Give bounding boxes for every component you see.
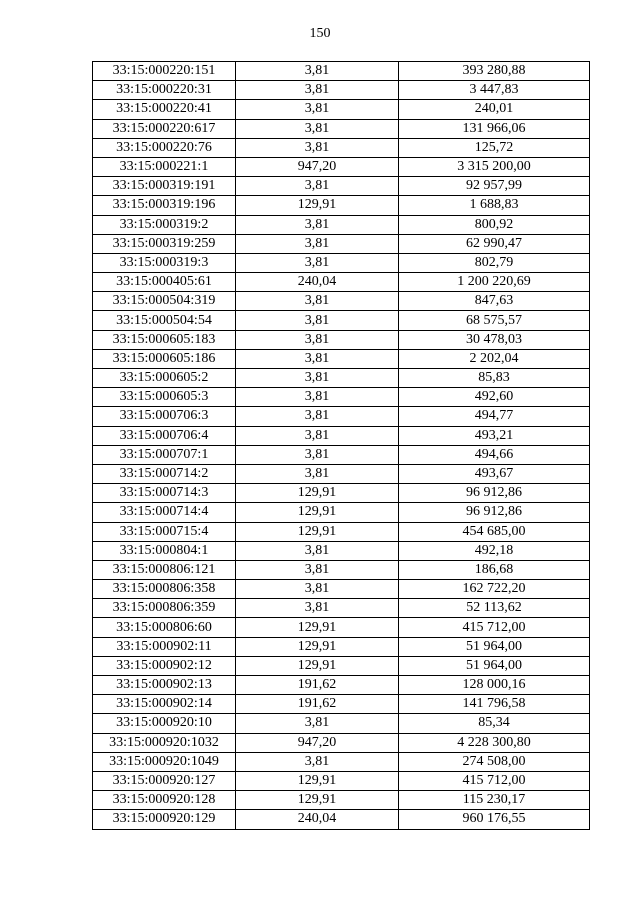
table-row xyxy=(93,464,590,483)
cadastral-number-cell: 33:15:000319:196 xyxy=(93,196,236,215)
cadastral-number-cell: 33:15:000920:129 xyxy=(93,810,236,829)
cadastral-number-cell: 33:15:000220:617 xyxy=(93,119,236,138)
cadastral-number-cell: 33:15:000806:121 xyxy=(93,560,236,579)
cadastral-number-cell: 33:15:000714:3 xyxy=(93,484,236,503)
table-row xyxy=(93,522,590,541)
cadastral-number-cell: 33:15:000920:10 xyxy=(93,714,236,733)
table-row xyxy=(93,311,590,330)
rate-cell: 3,81 xyxy=(236,599,399,618)
rate-cell: 3,81 xyxy=(236,234,399,253)
table-row xyxy=(93,234,590,253)
value-cell: 492,18 xyxy=(399,541,590,560)
cadastral-number-cell: 33:15:000605:183 xyxy=(93,330,236,349)
rate-cell: 947,20 xyxy=(236,157,399,176)
rate-cell: 3,81 xyxy=(236,349,399,368)
value-cell: 3 447,83 xyxy=(399,81,590,100)
cadastral-number-cell: 33:15:000715:4 xyxy=(93,522,236,541)
cadastral-number-cell: 33:15:000707:1 xyxy=(93,445,236,464)
rate-cell: 3,81 xyxy=(236,311,399,330)
rate-cell: 3,81 xyxy=(236,119,399,138)
rate-cell: 129,91 xyxy=(236,771,399,790)
table-row xyxy=(93,484,590,503)
rate-cell: 947,20 xyxy=(236,733,399,752)
rate-cell: 3,81 xyxy=(236,330,399,349)
value-cell: 802,79 xyxy=(399,253,590,272)
value-cell: 415 712,00 xyxy=(399,771,590,790)
rate-cell: 129,91 xyxy=(236,791,399,810)
table-row xyxy=(93,560,590,579)
table-row xyxy=(93,676,590,695)
table-row xyxy=(93,618,590,637)
value-cell: 85,83 xyxy=(399,369,590,388)
value-cell: 92 957,99 xyxy=(399,177,590,196)
value-cell: 128 000,16 xyxy=(399,676,590,695)
table-row xyxy=(93,580,590,599)
table-row xyxy=(93,599,590,618)
value-cell: 493,67 xyxy=(399,464,590,483)
rate-cell: 129,91 xyxy=(236,618,399,637)
cadastral-number-cell: 33:15:000902:11 xyxy=(93,637,236,656)
table-row xyxy=(93,752,590,771)
rate-cell: 3,81 xyxy=(236,100,399,119)
value-cell: 415 712,00 xyxy=(399,618,590,637)
cadastral-number-cell: 33:15:000902:12 xyxy=(93,656,236,675)
table-row xyxy=(93,138,590,157)
cadastral-number-cell: 33:15:000714:4 xyxy=(93,503,236,522)
cadastral-number-cell: 33:15:000920:1049 xyxy=(93,752,236,771)
value-cell: 2 202,04 xyxy=(399,349,590,368)
rate-cell: 3,81 xyxy=(236,215,399,234)
value-cell: 141 796,58 xyxy=(399,695,590,714)
rate-cell: 3,81 xyxy=(236,752,399,771)
cadastral-number-cell: 33:15:000220:151 xyxy=(93,62,236,81)
value-cell: 68 575,57 xyxy=(399,311,590,330)
rate-cell: 3,81 xyxy=(236,445,399,464)
table-row xyxy=(93,157,590,176)
rate-cell: 3,81 xyxy=(236,426,399,445)
table-row xyxy=(93,369,590,388)
rate-cell: 3,81 xyxy=(236,369,399,388)
value-cell: 125,72 xyxy=(399,138,590,157)
value-cell: 96 912,86 xyxy=(399,503,590,522)
rate-cell: 129,91 xyxy=(236,637,399,656)
value-cell: 62 990,47 xyxy=(399,234,590,253)
value-cell: 493,21 xyxy=(399,426,590,445)
rate-cell: 129,91 xyxy=(236,484,399,503)
table-row xyxy=(93,637,590,656)
rate-cell: 240,04 xyxy=(236,810,399,829)
table-row xyxy=(93,81,590,100)
table-row xyxy=(93,791,590,810)
rate-cell: 3,81 xyxy=(236,138,399,157)
rate-cell: 3,81 xyxy=(236,292,399,311)
cadastral-number-cell: 33:15:000902:13 xyxy=(93,676,236,695)
table-row xyxy=(93,177,590,196)
table-row xyxy=(93,292,590,311)
table-row xyxy=(93,656,590,675)
rate-cell: 129,91 xyxy=(236,656,399,675)
rate-cell: 240,04 xyxy=(236,273,399,292)
cadastral-number-cell: 33:15:000504:54 xyxy=(93,311,236,330)
table-row xyxy=(93,426,590,445)
cadastral-number-cell: 33:15:000605:3 xyxy=(93,388,236,407)
value-cell: 51 964,00 xyxy=(399,637,590,656)
page-number: 150 xyxy=(309,26,331,41)
table-row xyxy=(93,273,590,292)
value-cell: 186,68 xyxy=(399,560,590,579)
table-row xyxy=(93,733,590,752)
rate-cell: 129,91 xyxy=(236,522,399,541)
cadastral-number-cell: 33:15:000706:4 xyxy=(93,426,236,445)
cadastral-number-cell: 33:15:000605:2 xyxy=(93,369,236,388)
cadastral-number-cell: 33:15:000220:76 xyxy=(93,138,236,157)
value-cell: 162 722,20 xyxy=(399,580,590,599)
rate-cell: 3,81 xyxy=(236,407,399,426)
value-cell: 847,63 xyxy=(399,292,590,311)
cadastral-number-cell: 33:15:000920:127 xyxy=(93,771,236,790)
cadastral-number-cell: 33:15:000902:14 xyxy=(93,695,236,714)
rate-cell: 3,81 xyxy=(236,62,399,81)
table-row xyxy=(93,771,590,790)
table-row xyxy=(93,330,590,349)
value-cell: 85,34 xyxy=(399,714,590,733)
rate-cell: 3,81 xyxy=(236,177,399,196)
table-row xyxy=(93,100,590,119)
cadastral-number-cell: 33:15:000319:3 xyxy=(93,253,236,272)
cadastral-number-cell: 33:15:000920:1032 xyxy=(93,733,236,752)
table-row xyxy=(93,695,590,714)
table-row xyxy=(93,810,590,829)
table-row xyxy=(93,215,590,234)
value-cell: 494,77 xyxy=(399,407,590,426)
value-cell: 52 113,62 xyxy=(399,599,590,618)
rate-cell: 3,81 xyxy=(236,253,399,272)
table-row xyxy=(93,62,590,81)
value-cell: 492,60 xyxy=(399,388,590,407)
cadastral-number-cell: 33:15:000220:41 xyxy=(93,100,236,119)
cadastral-number-cell: 33:15:000405:61 xyxy=(93,273,236,292)
cadastral-number-cell: 33:15:000221:1 xyxy=(93,157,236,176)
value-cell: 454 685,00 xyxy=(399,522,590,541)
cadastral-number-cell: 33:15:000806:359 xyxy=(93,599,236,618)
rate-cell: 191,62 xyxy=(236,695,399,714)
table-row xyxy=(93,349,590,368)
value-cell: 800,92 xyxy=(399,215,590,234)
value-cell: 115 230,17 xyxy=(399,791,590,810)
value-cell: 274 508,00 xyxy=(399,752,590,771)
value-cell: 4 228 300,80 xyxy=(399,733,590,752)
cadastral-number-cell: 33:15:000605:186 xyxy=(93,349,236,368)
value-cell: 240,01 xyxy=(399,100,590,119)
cadastral-number-cell: 33:15:000714:2 xyxy=(93,464,236,483)
rate-cell: 3,81 xyxy=(236,714,399,733)
table-body xyxy=(93,62,590,830)
value-cell: 51 964,00 xyxy=(399,656,590,675)
cadastral-number-cell: 33:15:000220:31 xyxy=(93,81,236,100)
table-row xyxy=(93,503,590,522)
cadastral-number-cell: 33:15:000804:1 xyxy=(93,541,236,560)
rate-cell: 3,81 xyxy=(236,81,399,100)
cadastral-number-cell: 33:15:000706:3 xyxy=(93,407,236,426)
value-cell: 131 966,06 xyxy=(399,119,590,138)
cadastral-number-cell: 33:15:000319:259 xyxy=(93,234,236,253)
table-row xyxy=(93,196,590,215)
table-row xyxy=(93,388,590,407)
rate-cell: 3,81 xyxy=(236,541,399,560)
rate-cell: 191,62 xyxy=(236,676,399,695)
table-row xyxy=(93,445,590,464)
cadastral-number-cell: 33:15:000920:128 xyxy=(93,791,236,810)
rate-cell: 3,81 xyxy=(236,560,399,579)
cadastral-number-cell: 33:15:000806:60 xyxy=(93,618,236,637)
cadastral-number-cell: 33:15:000319:2 xyxy=(93,215,236,234)
rate-cell: 3,81 xyxy=(236,388,399,407)
value-cell: 494,66 xyxy=(399,445,590,464)
cadastre-table xyxy=(92,61,590,830)
table-row xyxy=(93,253,590,272)
cadastral-number-cell: 33:15:000319:191 xyxy=(93,177,236,196)
value-cell: 30 478,03 xyxy=(399,330,590,349)
table-row xyxy=(93,714,590,733)
value-cell: 1 688,83 xyxy=(399,196,590,215)
value-cell: 960 176,55 xyxy=(399,810,590,829)
table-row xyxy=(93,407,590,426)
value-cell: 1 200 220,69 xyxy=(399,273,590,292)
value-cell: 3 315 200,00 xyxy=(399,157,590,176)
rate-cell: 3,81 xyxy=(236,580,399,599)
rate-cell: 129,91 xyxy=(236,196,399,215)
cadastral-number-cell: 33:15:000504:319 xyxy=(93,292,236,311)
rate-cell: 129,91 xyxy=(236,503,399,522)
rate-cell: 3,81 xyxy=(236,464,399,483)
table-row xyxy=(93,119,590,138)
value-cell: 393 280,88 xyxy=(399,62,590,81)
table-row xyxy=(93,541,590,560)
value-cell: 96 912,86 xyxy=(399,484,590,503)
cadastral-number-cell: 33:15:000806:358 xyxy=(93,580,236,599)
